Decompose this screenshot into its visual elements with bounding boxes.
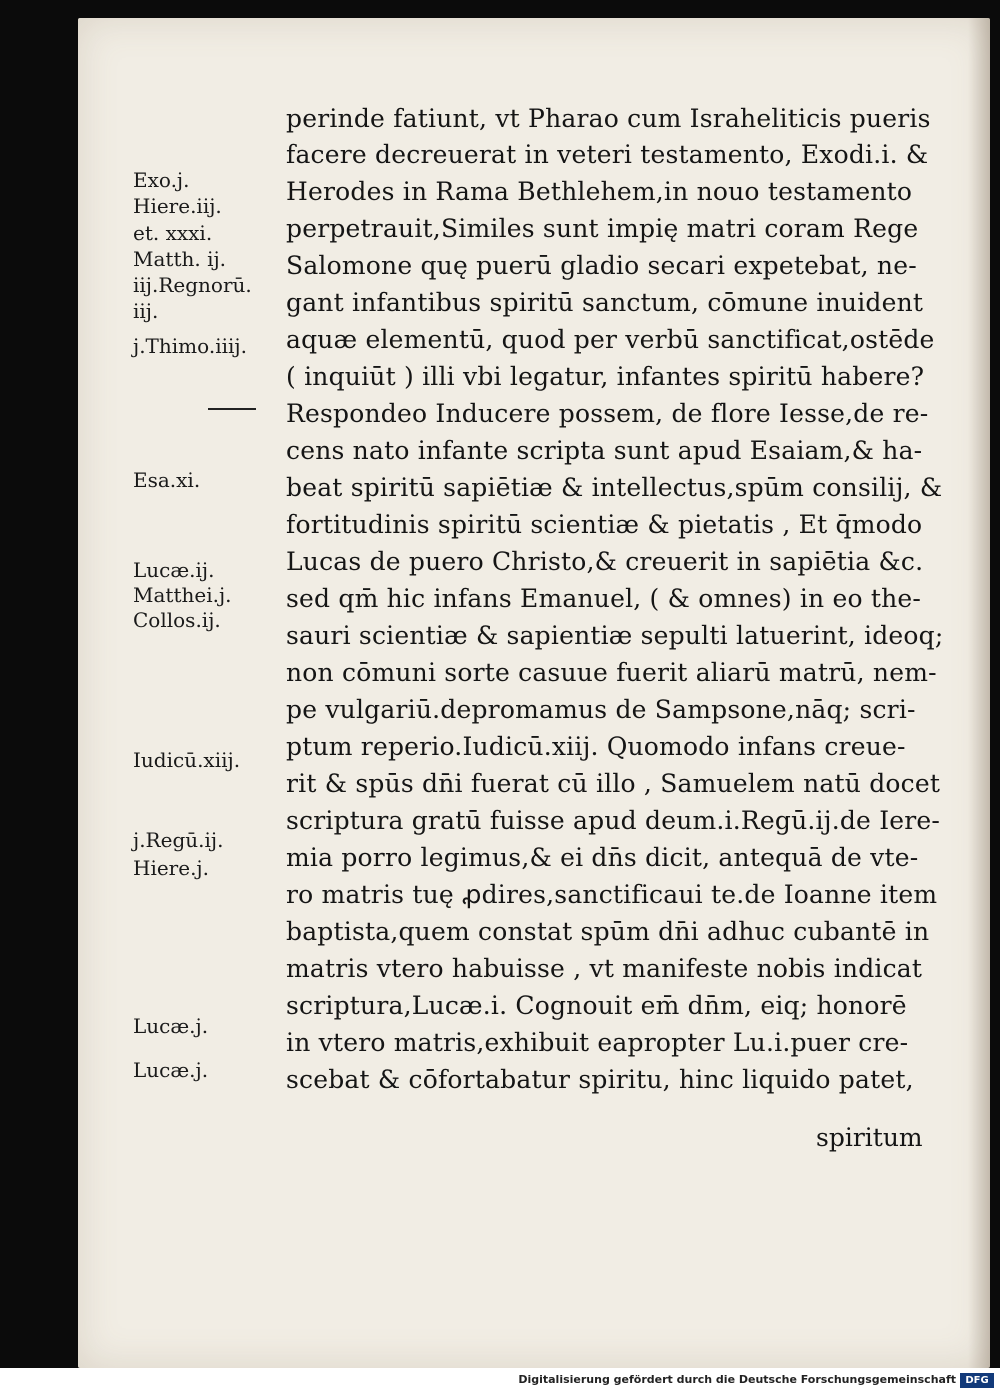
text-line: scriptura,Lucæ.i. Cognouit em̄ dn̄m, eiq; honorē bbox=[286, 991, 907, 1020]
margin-note: Matth. ij. bbox=[133, 247, 227, 271]
margin-note: Hiere.j. bbox=[133, 856, 209, 880]
margin-note: Lucæ.j. bbox=[133, 1058, 209, 1082]
margin-note: et. xxxi. bbox=[133, 221, 213, 245]
margin-note: Collos.ij. bbox=[133, 608, 221, 632]
text-line: cens nato infante scripta sunt apud Esaiam,& ha- bbox=[286, 436, 923, 465]
margin-note: Matthei.j. bbox=[133, 583, 232, 607]
text-line: Herodes in Rama Bethlehem,in nouo testamento bbox=[286, 177, 913, 206]
margin-note: Iudicū.xiij. bbox=[133, 748, 241, 772]
footer-bar bbox=[0, 1370, 1000, 1392]
text-line: perinde fatiunt, vt Pharao cum Israheliticis pueris bbox=[286, 104, 931, 133]
text-line: matris vtero habuisse , vt manifeste nobis indicat bbox=[286, 954, 923, 983]
text-line: scebat & cōfortabatur spiritu, hinc liquido patet, bbox=[286, 1065, 914, 1094]
text-line: ptum reperio.Iudicū.xiij. Quomodo infans creue- bbox=[286, 732, 906, 761]
text-line: Salomone quę puerū gladio secari expetebat, ne- bbox=[286, 251, 917, 280]
text-line: Respondeo Inducere possem, de flore Iesse,de re- bbox=[286, 399, 929, 428]
text-line: baptista,quem constat spūm dn̄i adhuc cubantē in bbox=[286, 917, 930, 946]
text-line: non cōmuni sorte casuue fuerit aliarū matrū, nem- bbox=[286, 658, 937, 687]
funding-credit: Digitalisierung gefördert durch die Deutsche Forschungsgemeinschaft bbox=[518, 1373, 956, 1386]
margin-note: Lucæ.j. bbox=[133, 1014, 209, 1038]
margin-note: Exo.j. bbox=[133, 168, 190, 192]
margin-note: iij. bbox=[133, 299, 159, 323]
margin-note: Lucæ.ij. bbox=[133, 558, 215, 582]
page-edge-shadow bbox=[968, 18, 990, 1368]
margin-note: iij.Regnorū. bbox=[133, 273, 252, 297]
margin-note: j.Thimo.iiij. bbox=[133, 334, 247, 358]
text-line: ro matris tuę ꝓdires,sanctificaui te.de Ioanne item bbox=[286, 880, 938, 909]
text-line: sauri scientiæ & sapientiæ sepulti latuerint, ideoq; bbox=[286, 621, 944, 650]
text-line: facere decreuerat in veteri testamento, Exodi.i. & bbox=[286, 140, 929, 169]
text-line: scriptura gratū fuisse apud deum.i.Regū.ij.de Iere- bbox=[286, 806, 941, 835]
text-line: perpetrauit,Similes sunt impię matri coram Rege bbox=[286, 214, 919, 243]
margin-rule bbox=[208, 408, 256, 410]
text-line: rit & spūs dn̄i fuerat cū illo , Samuelem natū docet bbox=[286, 769, 941, 798]
catchword: spiritum bbox=[816, 1123, 923, 1152]
text-line: mia porro legimus,& ei dn̄s dicit, antequā de vte- bbox=[286, 843, 919, 872]
text-line: beat spiritū sapiētiæ & intellectus,spūm consilij, & bbox=[286, 473, 943, 502]
dfg-logo: DFG bbox=[960, 1373, 994, 1388]
margin-note: Esa.xi. bbox=[133, 468, 201, 492]
margin-note: j.Regū.ij. bbox=[133, 828, 224, 852]
text-line: sed qm̄ hic infans Emanuel, ( & omnes) in eo the- bbox=[286, 584, 922, 613]
margin-note: Hiere.iij. bbox=[133, 194, 222, 218]
text-line: ( inquiūt ) illi vbi legatur, infantes spiritū habere? bbox=[286, 362, 925, 391]
text-line: Lucas de puero Christo,& creuerit in sapiētia &c. bbox=[286, 547, 924, 576]
text-line: pe vulgariū.depromamus de Sampsone,nāq; scri- bbox=[286, 695, 916, 724]
text-line: aquæ elementū, quod per verbū sanctificat,ostēde bbox=[286, 325, 935, 354]
book-page bbox=[78, 18, 990, 1368]
text-line: in vtero matris,exhibuit eapropter Lu.i.puer cre- bbox=[286, 1028, 909, 1057]
text-line: gant infantibus spiritū sanctum, cōmune inuident bbox=[286, 288, 924, 317]
text-line: fortitudinis spiritū scientiæ & pietatis , Et q̄modo bbox=[286, 510, 923, 539]
